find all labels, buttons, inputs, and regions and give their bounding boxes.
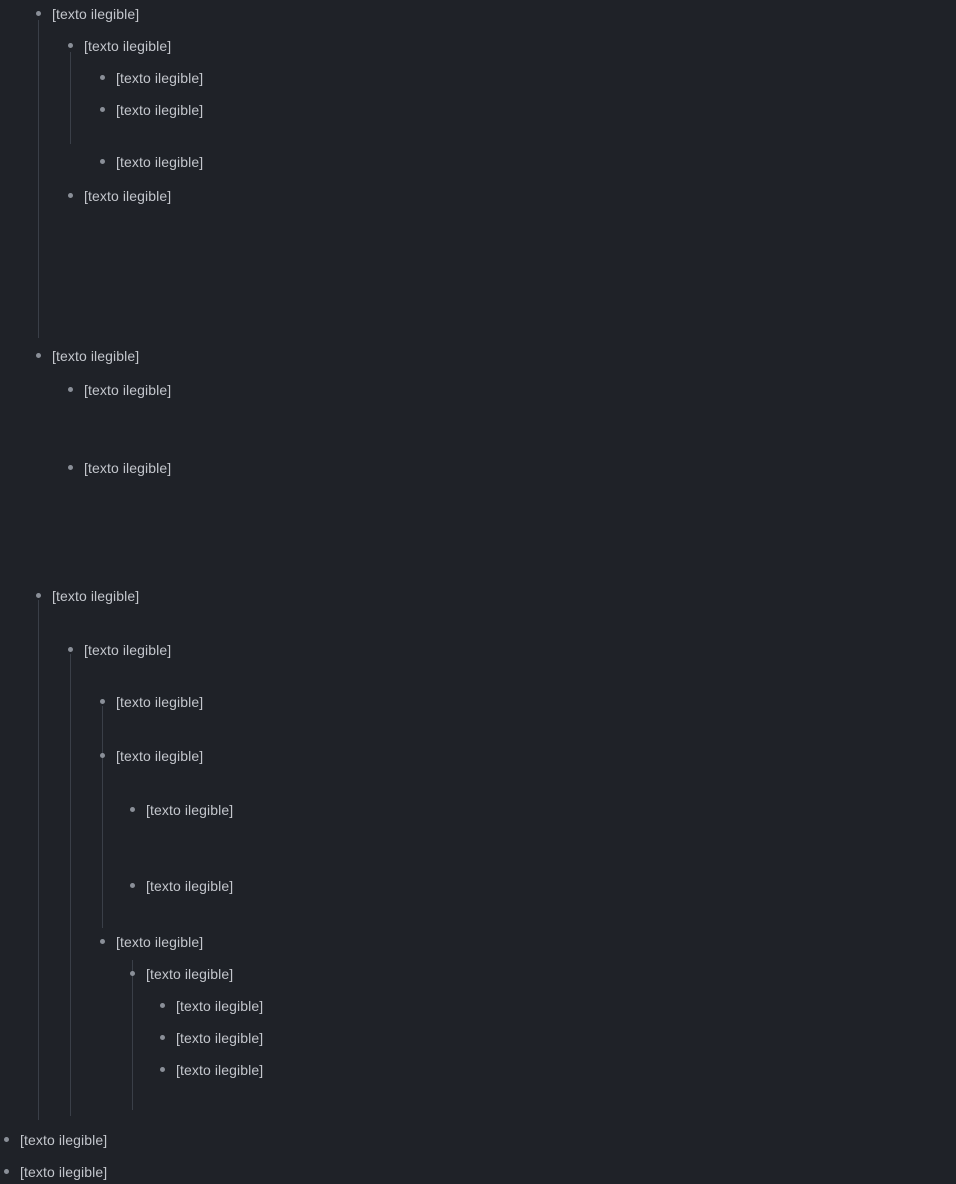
bullet-marker	[100, 699, 105, 704]
list-item-text: [texto ilegible]	[146, 878, 234, 894]
bullet-marker	[36, 593, 41, 598]
indent-guide	[70, 52, 71, 144]
indent-guide	[70, 654, 71, 1116]
bullet-marker	[4, 1169, 9, 1174]
list-item-text: [texto ilegible]	[84, 642, 172, 658]
list-item-text: [texto ilegible]	[84, 460, 172, 476]
list-item-text: [texto ilegible]	[176, 998, 264, 1014]
indent-guide	[38, 600, 39, 1120]
list-item-text: [texto ilegible]	[176, 1030, 264, 1046]
bullet-marker	[68, 387, 73, 392]
list-item-text: [texto ilegible]	[84, 382, 172, 398]
list-item-text: [texto ilegible]	[84, 188, 172, 204]
list-item-text: [texto ilegible]	[176, 1062, 264, 1078]
bullet-marker	[68, 465, 73, 470]
bullet-marker	[36, 353, 41, 358]
bullet-marker	[36, 11, 41, 16]
list-item-text: [texto ilegible]	[116, 694, 204, 710]
bullet-marker	[160, 1067, 165, 1072]
list-item-text: [texto ilegible]	[52, 348, 140, 364]
list-item-text: [texto ilegible]	[146, 802, 234, 818]
bullet-marker	[68, 647, 73, 652]
indent-guide	[132, 960, 133, 1110]
list-item-text: [texto ilegible]	[116, 102, 204, 118]
bullet-marker	[100, 75, 105, 80]
list-item-text: [texto ilegible]	[116, 70, 204, 86]
list-item-text: [texto ilegible]	[116, 934, 204, 950]
bullet-marker	[4, 1137, 9, 1142]
list-item-text: [texto ilegible]	[116, 154, 204, 170]
list-item-text: [texto ilegible]	[116, 748, 204, 764]
indent-guide	[38, 20, 39, 338]
list-item-text: [texto ilegible]	[84, 38, 172, 54]
list-item-text: [texto ilegible]	[52, 6, 140, 22]
bullet-marker	[130, 883, 135, 888]
indent-guide	[102, 706, 103, 928]
bullet-marker	[100, 939, 105, 944]
list-item-text: [texto ilegible]	[52, 588, 140, 604]
bullet-marker	[130, 971, 135, 976]
list-item-text: [texto ilegible]	[20, 1164, 108, 1180]
list-item-text: [texto ilegible]	[20, 1132, 108, 1148]
bullet-marker	[68, 193, 73, 198]
bullet-marker	[100, 753, 105, 758]
bullet-marker	[100, 107, 105, 112]
bullet-marker	[100, 159, 105, 164]
list-item-text: [texto ilegible]	[146, 966, 234, 982]
bullet-marker	[160, 1035, 165, 1040]
bullet-marker	[68, 43, 73, 48]
bullet-marker	[160, 1003, 165, 1008]
bullet-marker	[130, 807, 135, 812]
